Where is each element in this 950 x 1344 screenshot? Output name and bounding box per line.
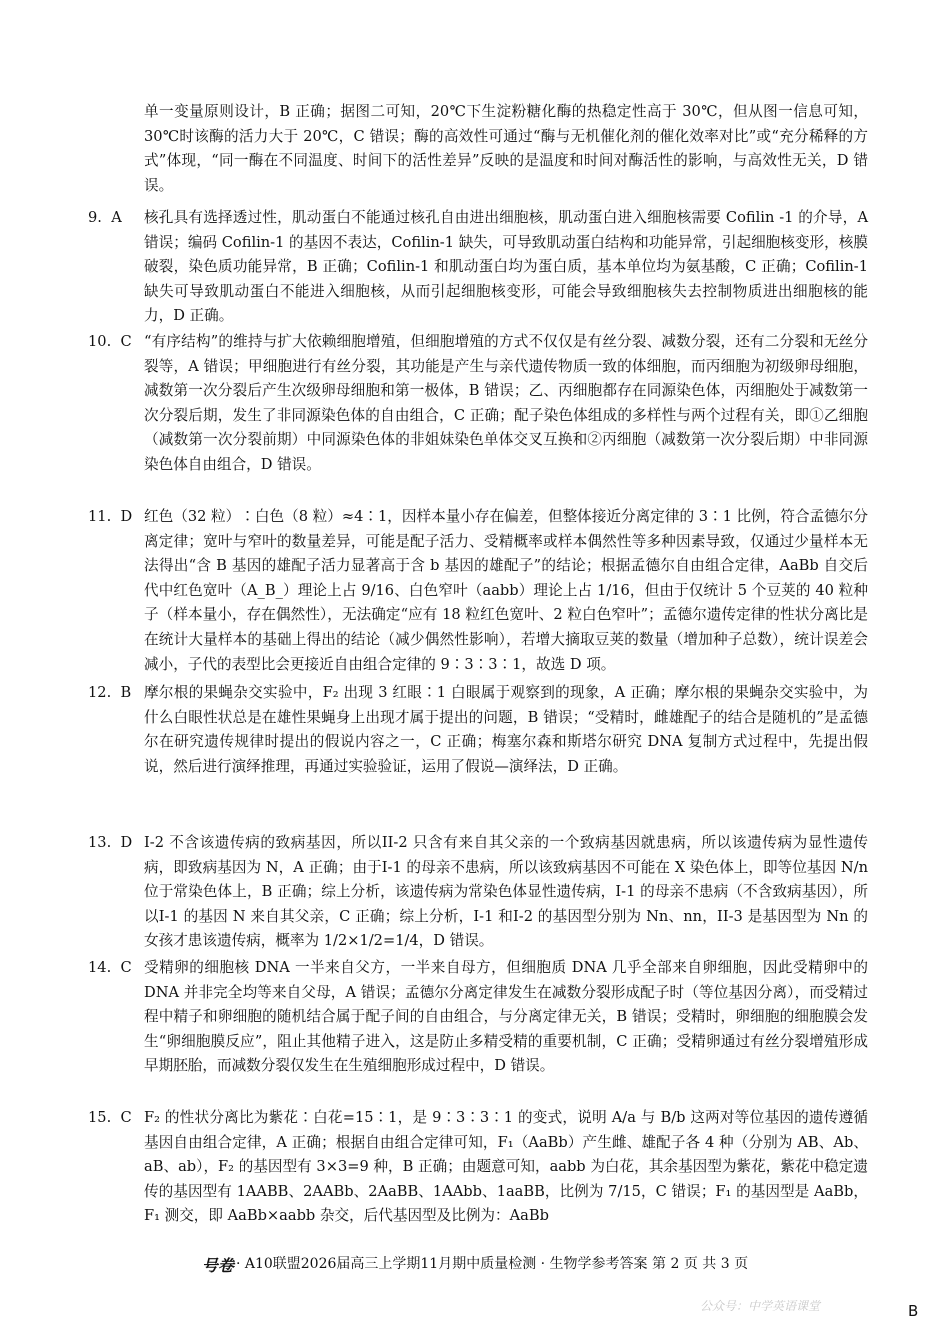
answer-text: “有序结构”的维持与扩大依赖细胞增殖，但细胞增殖的方式不仅仅是有丝分裂、减数分裂，还有二分裂和无丝分裂等，A 错误；甲细胞进行有丝分裂，其功能是产生与亲代遗传物质一致的体细胞，而丙细胞为初级卵母细胞，减数第一次分裂后产生次级卵母细胞和第一极体，B 错误；乙、丙细胞都存在同源染色体，丙细胞处于减数第一次分裂后期，发生了非同源染色体的自由组合，C 正确；配子染色体组成的多样性与两个过程有关，即①乙细胞（减数第一次分裂前期）中同源染色体的非姐妹染色单体交叉互换和②丙细胞（减数第一次分裂后期）中非同源染色体自由组合，D 错误。 — [144, 333, 868, 473]
answer-number: 9. A — [88, 209, 122, 226]
answer-item-12 — [88, 681, 868, 779]
answer-item-13 — [88, 831, 868, 954]
answer-text: 摩尔根的果蝇杂交实验中，F₂ 出现 3 红眼∶1 白眼属于观察到的现象，A 正确；摩尔根的果蝇杂交实验中，为什么白眼性状总是在雄性果蝇身上出现才属于提出的问题，B 错误；“受精时，雌雄配子的结合是随机的”是孟德尔在研究遗传规律时提出的假说内容之一，C 正确；梅塞尔森和斯塔尔研究 DNA 复制方式过程中，先提出假说，然后进行演绎推理，再通过实验验证，运用了假说—演绎法，D 正确。 — [144, 684, 868, 775]
answer-text: 核孔具有选择透过性，肌动蛋白不能通过核孔自由进出细胞核，肌动蛋白进入细胞核需要 Cofilin -1 的介导，A 错误；编码 Cofilin-1 的基因不表达，Cofilin-1 缺失，可导致肌动蛋白结构和功能异常，引起细胞核变形，核膜破裂，染色质功能异常，B 正确；Cofilin-1 和肌动蛋白均为蛋白质，基本单位均为氨基酸，C 正确；Cofilin-1 缺失可导致肌动蛋白不能进入细胞核，从而引起细胞核变形，可能会导致细胞核失去控制物质进出细胞核的能力，D 正确。 — [144, 209, 868, 325]
answer-letter: B — [120, 684, 132, 701]
answer-number: 12. B — [88, 684, 132, 701]
answer-letter: D — [120, 834, 133, 851]
answer-item-10 — [88, 330, 868, 478]
answer-letter: C — [120, 333, 132, 350]
answer-item-15 — [88, 1106, 868, 1229]
answer-item-11 — [88, 505, 868, 677]
continued-answer-8 — [88, 100, 868, 198]
answer-letter: C — [120, 959, 132, 976]
answer-letter: C — [120, 1109, 132, 1126]
footer-text: · A10联盟2026届高三上学期11月期中质量检测 · 生物学参考答案 第 2 页 共 3 页 — [235, 1256, 749, 1272]
answer-text: F₂ 的性状分离比为紫花∶白花=15∶1，是 9∶3∶3∶1 的变式，说明 A/a 与 B/b 这两对等位基因的遗传遵循基因自由组合定律，A 正确；根据自由组合定律可知，F₁（AaBb）产生雌、雄配子各 4 种（分别为 AB、Ab、aB、ab），F₂ 的基因型有 3×3=9 种，B 正确；由题意可知，aabb 为白花，其余基因型为紫花，紫花中稳定遗传的基因型有 1AABB、2AABb、2AaBB、1AAbb、1aaBB，比例为 7/15，C 错误；F₁ 的基因型是 AaBb，F₁ 测交，即 AaBb×aabb 杂交，后代基因型及比例为：AaBb — [144, 1109, 868, 1225]
answer-text: 受精卵的细胞核 DNA 一半来自父方，一半来自母方，但细胞质 DNA 几乎全部来自卵细胞，因此受精卵中的 DNA 并非完全均等来自父母，A 错误；孟德尔分离定律发生在减数分裂形成配子时（等位基因分离），而受精过程中精子和卵细胞的随机结合属于配子间的自由组合，与分离定律无关，B 错误；受精时，卵细胞的细胞膜会发生“卵细胞膜反应”，阻止其他精子进入，这是防止多精受精的重要机制，C 正确；受精卵通过有丝分裂增殖形成早期胚胎，而减数分裂仅发生在生殖细胞形成过程中，D 错误。 — [144, 959, 868, 1075]
answer-letter: A — [111, 209, 122, 226]
answer-number: 14. C — [88, 959, 132, 976]
answer-number: 11. D — [88, 508, 133, 525]
publisher-logo: 号卷 — [201, 1256, 234, 1275]
answer-letter: D — [120, 508, 133, 525]
answer-number: 10. C — [88, 333, 132, 350]
answer-number: 15. C — [88, 1109, 132, 1126]
answer-item-14 — [88, 956, 868, 1079]
answer-text: 单一变量原则设计，B 正确；据图二可知，20℃下生淀粉糖化酶的热稳定性高于 30℃，但从图一信息可知，30℃时该酶的活力大于 20℃，C 错误；酶的高效性可通过“酶与无机催化剂的催化效率对比”或“充分稀释的方式”体现，“同一酶在不同温度、时间下的活性差异”反映的是温度和时间对酶活性的影响，与高效性无关，D 错误。 — [144, 103, 868, 194]
answer-number: 13. D — [88, 834, 133, 851]
answer-text: I-2 不含该遗传病的致病基因，所以II-2 只含有来自其父亲的一个致病基因就患病，所以该遗传病为显性遗传病，即致病基因为 N，A 正确；由于I-1 的母亲不患病，所以该致病基因不可能在 X 染色体上，即等位基因 N/n 位于常染色体上，B 正确；综上分析，该遗传病为常染色体显性遗传病，I-1 的母亲不患病（不含致病基因），所以I-1 的基因 N 来自其父亲，C 正确；综上分析，I-1 和I-2 的基因型分别为 Nn、nn，II-3 是基因型为 Nn 的女孩才患该遗传病，概率为 1/2×1/2=1/4，D 错误。 — [144, 834, 868, 950]
watermark: 公众号：中学英语课堂 — [700, 1299, 821, 1313]
answer-item-9 — [88, 206, 868, 329]
answer-text: 红色（32 粒）∶白色（8 粒）≈4∶1，因样本量小存在偏差，但整体接近分离定律的 3∶1 比例，符合孟德尔分离定律；宽叶与窄叶的数量差异，可能是配子活力、受精概率或样本偶然性等多种因素导致，仅通过少量样本无法得出“含 B 基因的雄配子活力显著高于含 b 基因的雄配子”的结论；根据孟德尔自由组合定律，AaBb 自交后代中红色宽叶（A_B_）理论上占 9/16、白色窄叶（aabb）理论上占 1/16，但由于仅统计 5 个豆荚的 40 粒种子（样本量小，存在偶然性），无法确定“应有 18 粒红色宽叶、2 粒白色窄叶”；孟德尔遗传定律的性状分离比是在统计大量样本的基础上得出的结论（减少偶然性影响），若增大摘取豆荚的数量（增加种子总数），统计误差会减小，子代的表型比会更接近自由组合定律的 9∶3∶3∶1，故选 D 项。 — [144, 508, 868, 673]
corner-mark: B — [908, 1302, 919, 1320]
page-footer — [0, 1254, 950, 1276]
